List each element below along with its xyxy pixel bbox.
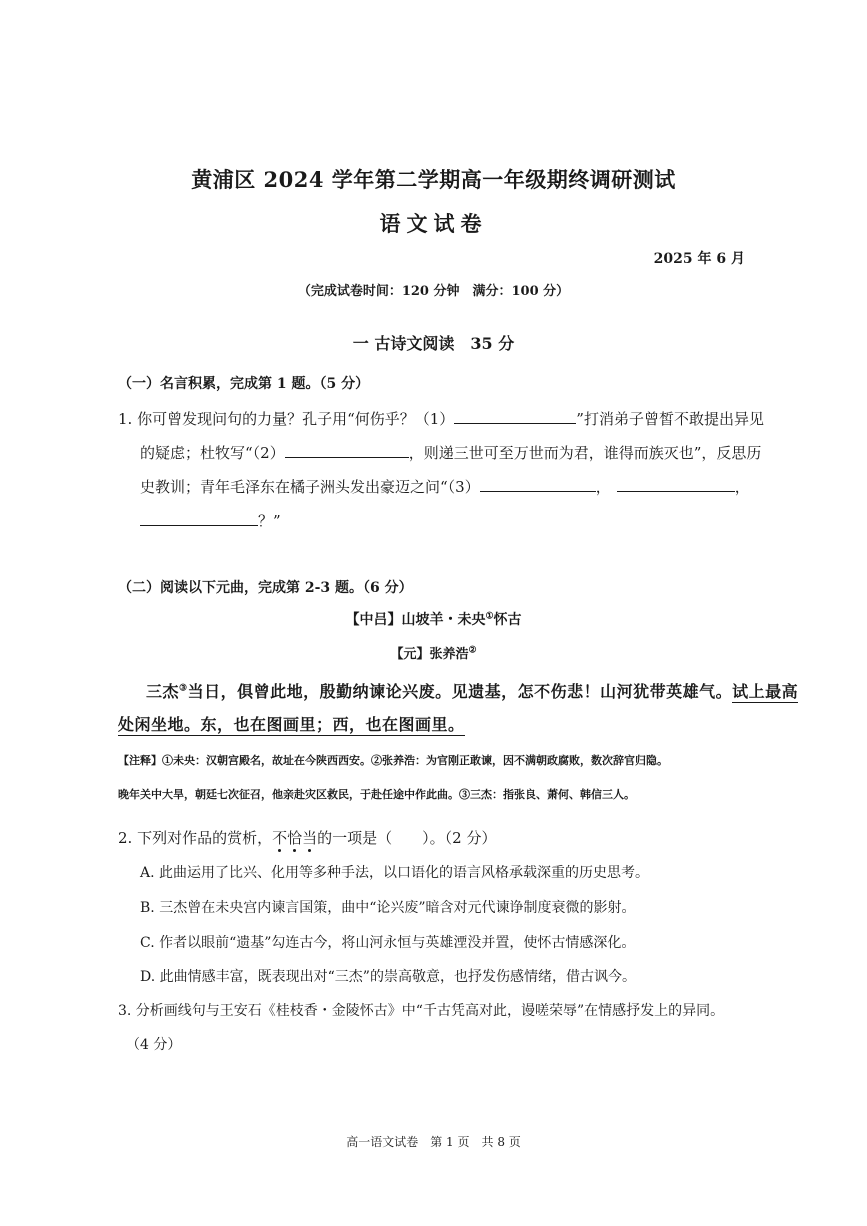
- poem-text: 当日，俱曾此地，殷勤纳谏论兴废。见遗基，怎不伤悲！山河犹带英雄气。: [187, 682, 733, 701]
- q1-text: 史教训；青年毛泽东在橘子洲头发出豪迈之问“（3）: [140, 478, 480, 496]
- q2-text: 的一项是（ ）。（2 分）: [317, 829, 497, 847]
- page-footer: 高一语文试卷 第 1 页 共 8 页: [346, 1135, 521, 1149]
- exam-duration: （完成试卷时间：120 分钟 满分：100 分）: [297, 284, 570, 299]
- answer-blank-2[interactable]: [285, 443, 409, 458]
- poem-title: [0, 609, 867, 629]
- q1-text: ，: [595, 478, 611, 496]
- emphasis-char: 当: [302, 829, 318, 847]
- footnote-marker: ①: [485, 611, 494, 622]
- annotation-line-2: 晚年关中大旱，朝廷七次征召，他亲赴灾区救民，于赴任途中作此曲。③三杰：指张良、萧何、韩信三人。: [118, 788, 635, 801]
- footnote-marker: ③: [179, 683, 188, 694]
- q2-text: 2. 下列对作品的赏析，: [118, 829, 273, 847]
- answer-blank-3a[interactable]: [480, 477, 596, 492]
- q1-text: ，则递三世可至万世而为君，谁得而族灭也”，反思历: [408, 444, 762, 462]
- poem-author-text: 【元】张养浩: [390, 647, 469, 662]
- answer-blank-3c[interactable]: [140, 511, 258, 526]
- q1-text: ”打消弟子曾皙不敢提出异见: [576, 410, 764, 428]
- q1-text: ？”: [258, 512, 281, 530]
- q2-option-c[interactable]: C. 作者以眼前“遗基”勾连古今，将山河永恒与英雄湮没并置，使怀古情感深化。: [140, 935, 636, 951]
- emphasis-char: 恰: [287, 829, 303, 847]
- q1-line2: [140, 442, 761, 463]
- q1-text: 的疑虑；杜牧写“（2）: [140, 444, 285, 462]
- poem-title-text: 怀古: [493, 612, 522, 628]
- q1-text: ，: [734, 478, 750, 496]
- annotation-line-1: 【注释】①未央：汉朝宫殿名，故址在今陕西西安。②张养浩：为官刚正敢谏，因不满朝政腐败，数次辞官归隐。: [118, 754, 668, 767]
- poem-author: [0, 643, 867, 662]
- part2-heading: （二）阅读以下元曲，完成第 2-3 题。（6 分）: [118, 580, 413, 596]
- q1-line3: [140, 476, 750, 497]
- part1-heading: （一）名言积累，完成第 1 题。（5 分）: [118, 376, 370, 392]
- q3-points: （4 分）: [126, 1037, 182, 1053]
- footnote-marker: ②: [468, 645, 477, 656]
- answer-blank-1[interactable]: [454, 409, 576, 424]
- poem-line-1: [146, 679, 798, 702]
- poem-underlined-text: 试上最高: [732, 682, 799, 701]
- poem-text: 三杰: [146, 682, 180, 701]
- emphasis-char: 不: [272, 829, 288, 847]
- poem-underlined-text: 处闲坐地。东，也在图画里；西，也在图画里。: [118, 715, 465, 734]
- exam-date: 2025 年 6 月: [653, 251, 745, 267]
- q1-text: 1. 你可曾发现问句的力量？孔子用“何伤乎？（1）: [118, 410, 455, 428]
- exam-title: 黄浦区 2024 学年第二学期高一年级期终调研测试: [191, 167, 676, 192]
- answer-blank-3b[interactable]: [617, 477, 735, 492]
- q2-option-a[interactable]: A. 此曲运用了比兴、化用等多种手法，以口语化的语言风格承载深重的历史思考。: [140, 865, 650, 881]
- q2-option-d[interactable]: D. 此曲情感丰富，既表现出对“三杰”的崇高敬意，也抒发伤感情绪，借古讽今。: [140, 969, 636, 985]
- exam-subtitle: 语文试卷: [379, 211, 488, 236]
- q2-stem: [118, 827, 496, 848]
- q1-line1: [118, 408, 764, 429]
- q2-option-b[interactable]: B. 三杰曾在未央宫内谏言国策，曲中“论兴废”暗含对元代谏诤制度衰微的影射。: [140, 900, 636, 916]
- section-title: 一 古诗文阅读 35 分: [352, 334, 515, 353]
- poem-line-2: [118, 712, 465, 735]
- poem-title-text: 【中吕】山坡羊・未央: [345, 612, 486, 628]
- q3-stem: 3. 分析画线句与王安石《桂枝香・金陵怀古》中“千古凭高对此，谩嗟荣辱”在情感抒发上的异同。: [118, 1003, 725, 1019]
- q1-line4: [140, 510, 281, 531]
